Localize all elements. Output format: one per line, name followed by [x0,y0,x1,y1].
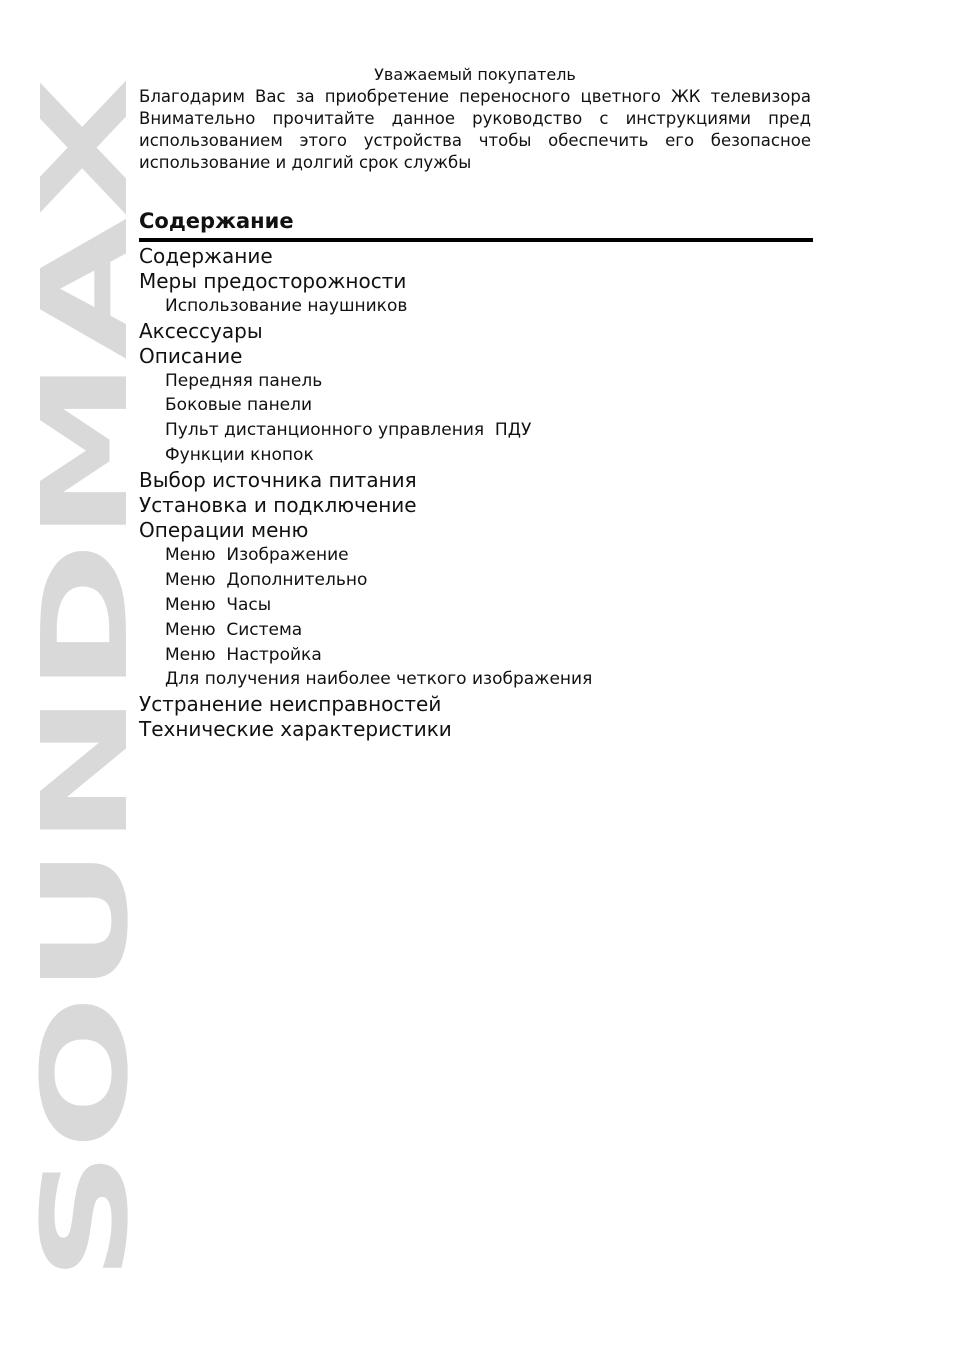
toc-list [139,244,811,742]
soundmax-logo [16,60,154,1300]
toc-subentry[interactable]: Функции кнопок [165,445,314,466]
heading-rule [139,238,813,242]
toc-subentry[interactable]: Меню Настройка [165,644,322,665]
toc-entry[interactable]: Описание [139,343,243,368]
toc-subentry[interactable]: Для получения наиболее четкого изображения [165,669,593,690]
toc-entry[interactable]: Установка и подключение [139,493,417,518]
toc-entry[interactable]: Технические характеристики [139,717,452,742]
toc-subentry[interactable]: Меню Дополнительно [165,569,368,590]
toc-entry[interactable]: Операции меню [139,517,309,542]
toc-subentry[interactable]: Меню Изображение [165,544,349,565]
toc-subentry[interactable]: Пульт дистанционного управления ПДУ [165,420,532,441]
toc-subentry[interactable]: Использование наушников [165,295,408,316]
toc-subentry[interactable]: Передняя панель [165,370,323,391]
toc-entry[interactable]: Меры предосторожности [139,268,407,293]
page-content [139,64,811,742]
toc-subentry[interactable]: Меню Часы [165,594,272,615]
toc-subentry[interactable]: Боковые панели [165,395,313,416]
greeting: Уважаемый покупатель [374,65,576,84]
intro-paragraph: Благодарим Вас за приобретение переносного цветного ЖК телевизора Внимательно прочитайте данное руководство с инструкциями пред использованием этого устройства чтобы обеспечить его безопасное использование и долгий срок службы [139,87,811,172]
toc-entry[interactable]: Содержание [139,244,273,268]
toc-entry[interactable]: Выбор источника питания [139,468,417,493]
toc-subentry[interactable]: Меню Система [165,619,303,640]
toc-heading: Содержание [139,209,294,233]
brand-watermark [16,60,154,1300]
brand-watermark-text: SOUNDMAX [16,504,154,1282]
toc-entry[interactable]: Устранение неисправностей [139,692,442,717]
toc-entry[interactable]: Аксессуары [139,318,263,343]
